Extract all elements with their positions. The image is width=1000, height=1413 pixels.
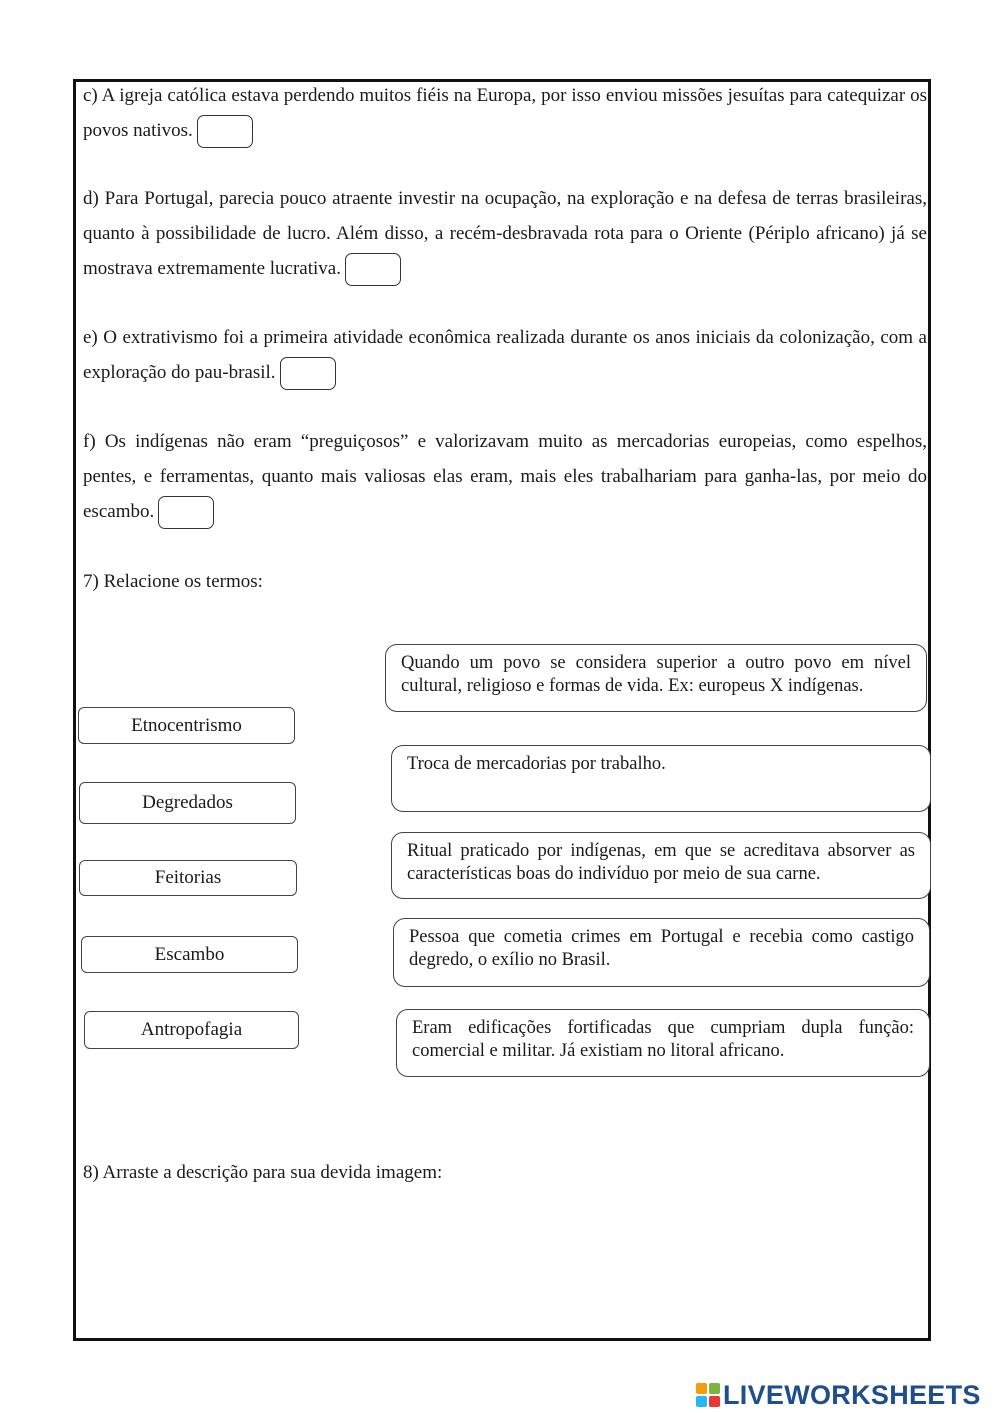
question-f-text: f) Os indígenas não eram “preguiçosos” e valorizavam muito as mercadorias europeias, como espelhos, pentes, e ferramentas, quanto mais valiosas elas eram, mais eles trabalhariam para ganha-las, por meio do escambo. bbox=[83, 431, 927, 522]
definition-3[interactable]: Ritual praticado por indígenas, em que se acreditava absorver as características boas do indivíduo por meio de sua carne. bbox=[391, 832, 931, 899]
term-escambo[interactable]: Escambo bbox=[81, 936, 298, 973]
term-degredados[interactable]: Degredados bbox=[79, 782, 296, 824]
liveworksheets-logo-icon bbox=[696, 1383, 720, 1407]
answer-box-e[interactable] bbox=[280, 357, 336, 390]
answer-box-f[interactable] bbox=[158, 496, 214, 529]
question-c bbox=[83, 78, 927, 148]
term-feitorias[interactable]: Feitorias bbox=[79, 860, 297, 896]
answer-box-c[interactable] bbox=[197, 115, 253, 148]
section-8-heading: 8) Arraste a descrição para sua devida imagem: bbox=[83, 1162, 443, 1183]
answer-box-d[interactable] bbox=[345, 253, 401, 286]
term-etnocentrismo[interactable]: Etnocentrismo bbox=[78, 707, 295, 744]
section-7-heading: 7) Relacione os termos: bbox=[83, 571, 263, 592]
definition-4[interactable]: Pessoa que cometia crimes em Portugal e recebia como castigo degredo, o exílio no Brasil. bbox=[393, 918, 930, 987]
question-d-text: d) Para Portugal, parecia pouco atraente investir na ocupação, na exploração e na defesa de terras brasileiras, quanto à possibilidade de lucro. Além disso, a recém-desbravada rota para o Oriente (Périplo africano) já se mostrava extremamente lucrativa. bbox=[83, 188, 927, 279]
brand-name: LIVEWORKSHEETS bbox=[723, 1379, 981, 1410]
definition-2[interactable]: Troca de mercadorias por trabalho. bbox=[391, 745, 931, 812]
definition-1[interactable]: Quando um povo se considera superior a outro povo em nível cultural, religioso e formas de vida. Ex: europeus X indígenas. bbox=[385, 644, 927, 712]
question-e-text: e) O extrativismo foi a primeira atividade econômica realizada durante os anos iniciais da colonização, com a exploração do pau-brasil. bbox=[83, 327, 927, 383]
question-e bbox=[83, 320, 927, 390]
question-c-text: c) A igreja católica estava perdendo muitos fiéis na Europa, por isso enviou missões jesuítas para catequizar os povos nativos. bbox=[83, 85, 927, 141]
question-d bbox=[83, 181, 927, 286]
term-antropofagia[interactable]: Antropofagia bbox=[84, 1011, 299, 1049]
definition-5[interactable]: Eram edificações fortificadas que cumpriam dupla função: comercial e militar. Já existiam no litoral africano. bbox=[396, 1009, 930, 1077]
liveworksheets-logo bbox=[696, 1378, 981, 1412]
question-f bbox=[83, 424, 927, 529]
